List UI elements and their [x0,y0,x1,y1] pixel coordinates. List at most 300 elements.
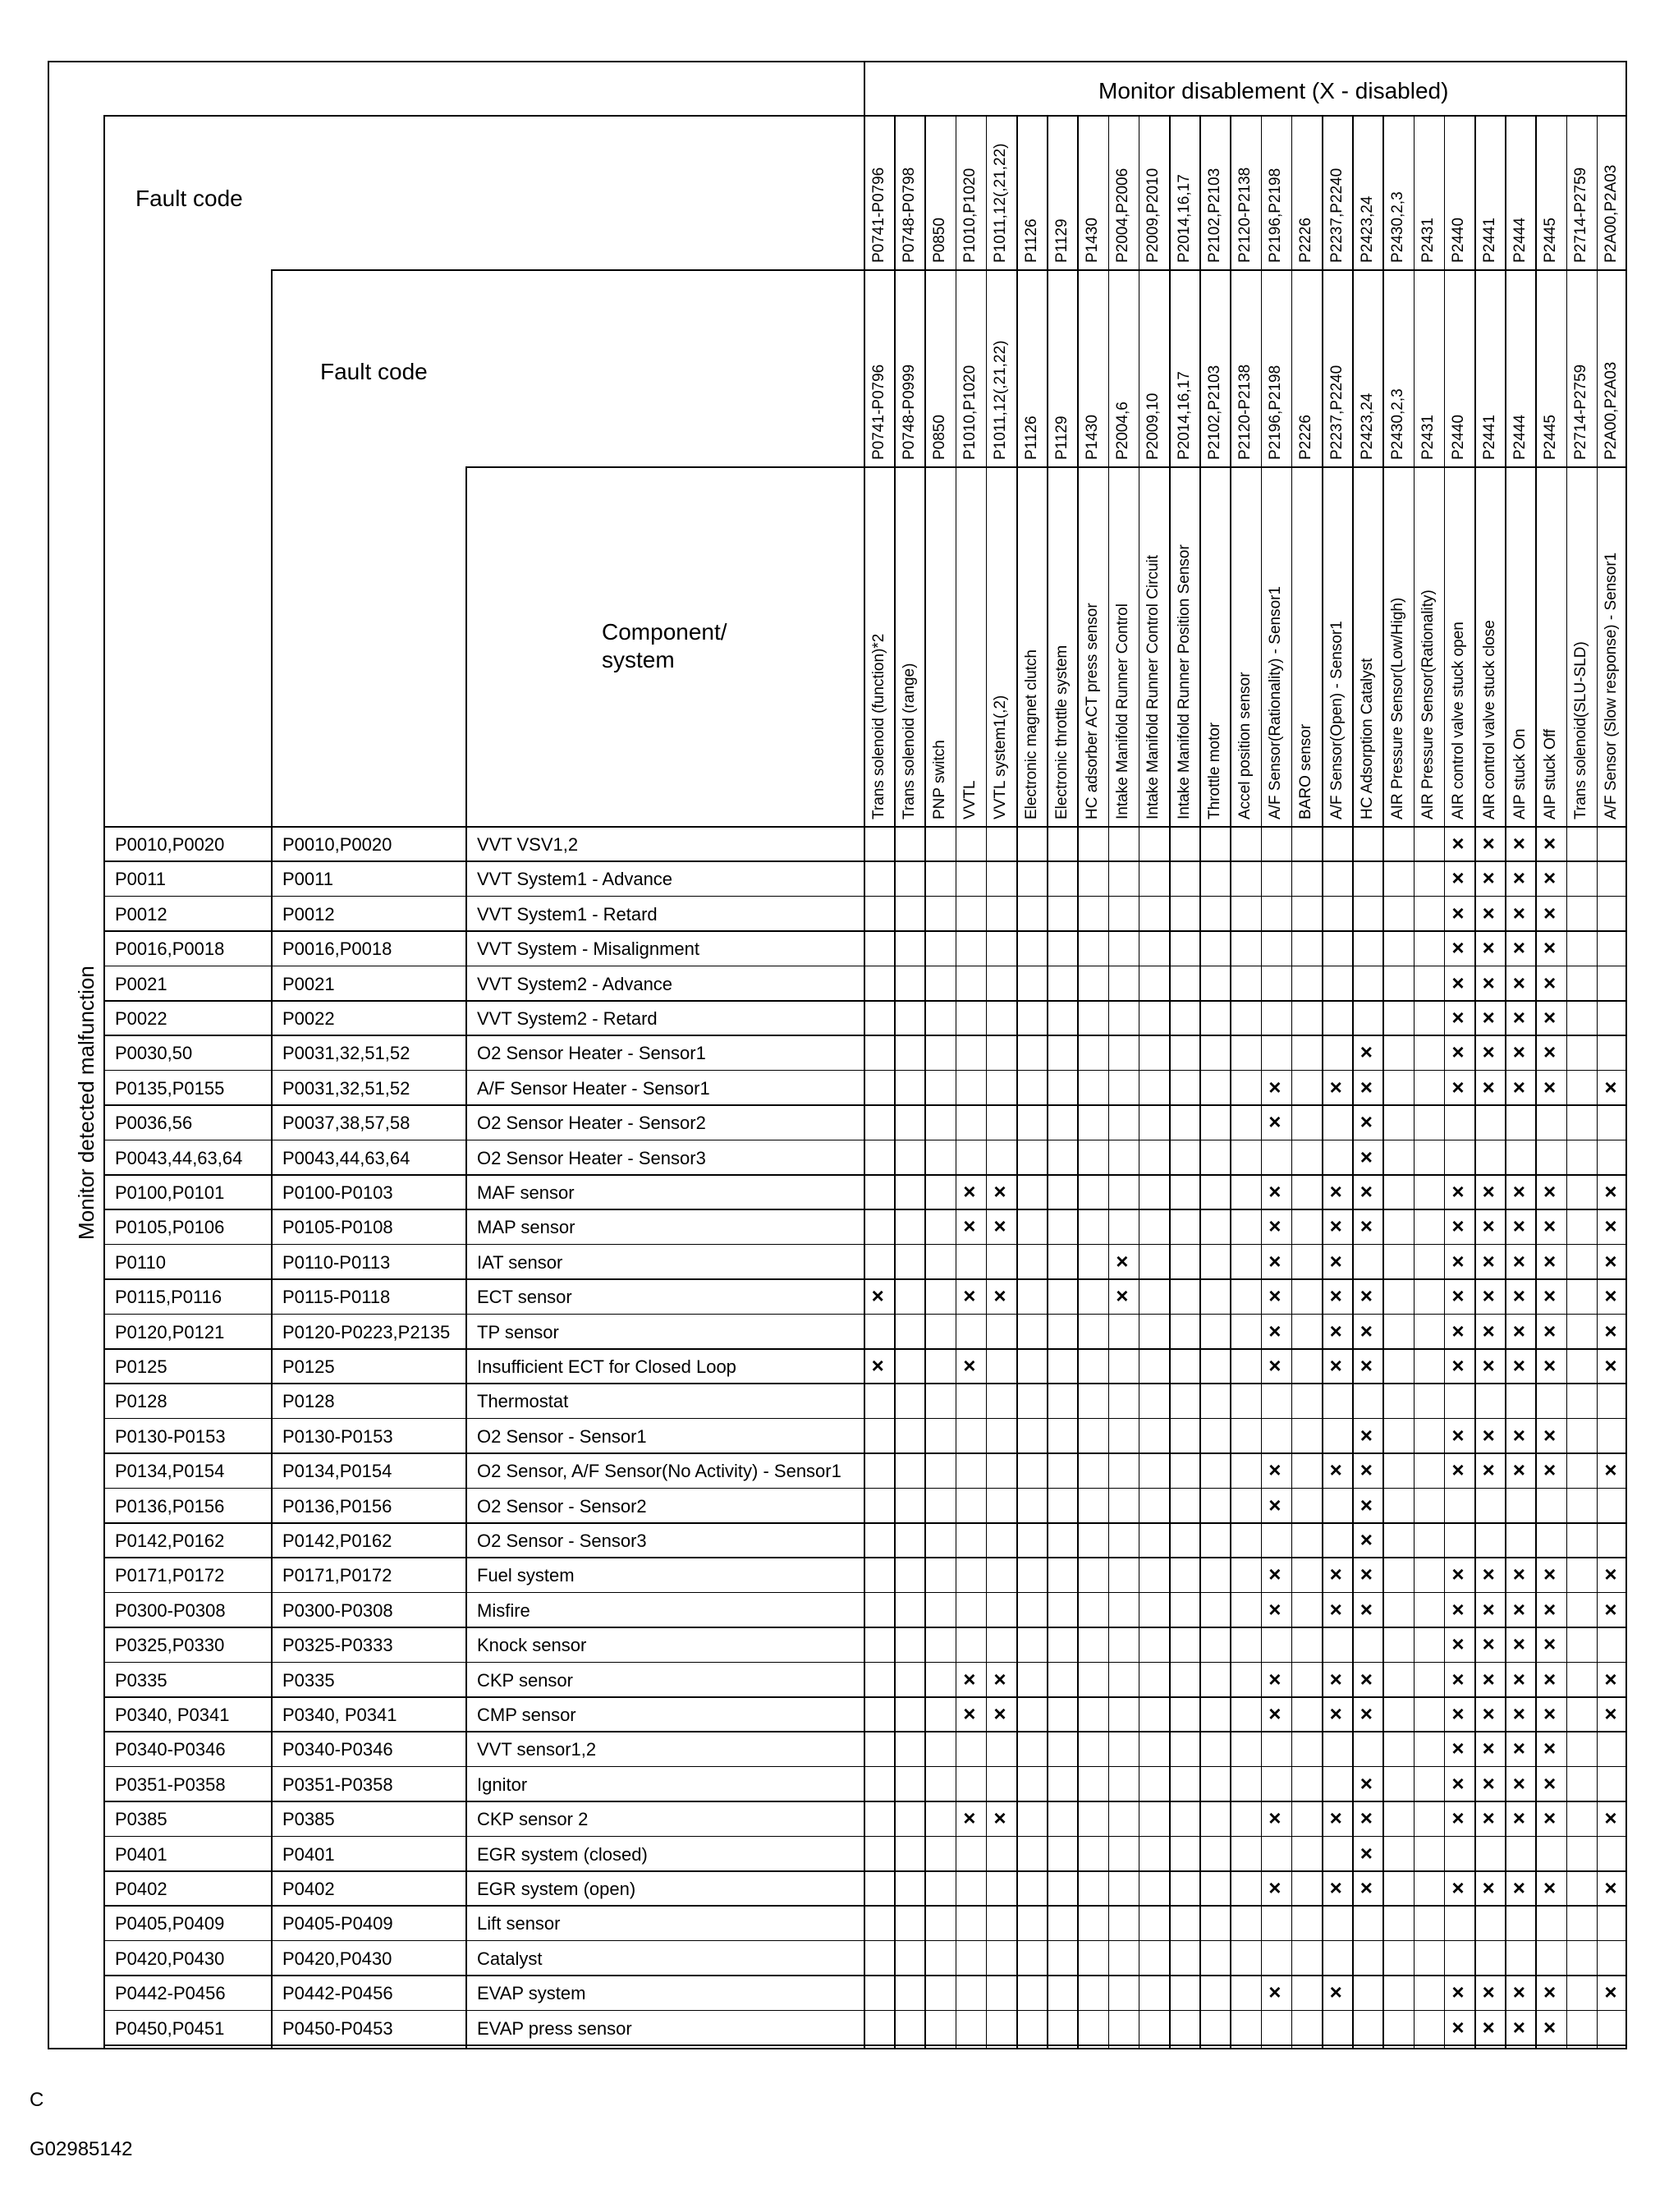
disabled-mark: × [1543,1214,1557,1239]
row-fault-code-1: P0010,P0020 [115,834,225,855]
row-fault-code-1: P0300-P0308 [115,1599,226,1621]
row-fault-code-1: P0022 [115,1008,167,1029]
disabled-mark: × [1451,865,1465,891]
column-fault-code-1: P2441 [1480,218,1498,263]
monitor-columns-start-line [864,61,865,2049]
row-fault-code-1: P0171,P0172 [115,1565,225,1586]
row-fault-code-2: P0420,P0430 [282,1948,392,1969]
disabled-mark: × [1268,1980,1282,2005]
column-fault-code-2: P2102,P2103 [1205,365,1223,460]
disabled-mark: × [1451,1457,1465,1483]
column-fault-code-2: P2226 [1297,415,1315,460]
disabled-mark: × [1543,1039,1557,1065]
monitor-column-line [1077,115,1079,2049]
disabled-mark: × [1360,1666,1373,1691]
disabled-mark: × [1268,1562,1282,1587]
row-component: Fuel system [477,1565,575,1586]
row-component: CKP sensor [477,1669,573,1691]
column-component-name: HC adsorber ACT press sensor [1084,603,1101,819]
column-component-name: A/F Sensor (Slow response) - Sensor1 [1603,552,1621,819]
column-fault-code-2: P2445 [1542,415,1559,460]
row-component: TP sensor [477,1321,559,1342]
row-fault-code-1: P0420,P0430 [115,1948,225,1969]
disabled-mark: × [1543,1248,1557,1274]
disabled-mark: × [1451,1005,1465,1030]
fault-code-label-1: Fault code [135,186,243,211]
disabled-mark: × [1360,1144,1373,1169]
row-divider [103,1801,1627,1802]
disabled-mark: × [1543,831,1557,856]
disabled-mark: × [1543,1806,1557,1831]
column-fault-code-1: P1129 [1052,218,1071,263]
row-fault-code-1: P0128 [115,1391,167,1412]
row-divider [103,1418,1627,1420]
column-fault-code-1: P2009,P2010 [1144,168,1162,263]
disabled-mark: × [1360,1457,1373,1483]
column-fault-code-1: P2444 [1511,218,1529,263]
row-fault-code-1: P0351-P0358 [115,1774,226,1795]
row-fault-code-2: P0128 [282,1391,335,1412]
row-fault-code-1: P0442-P0456 [115,1983,226,2004]
monitor-column-line [1139,115,1140,2049]
disabled-mark: × [1451,1701,1465,1726]
row-component: O2 Sensor, A/F Sensor(No Activity) - Sensor1 [477,1461,841,1482]
disabled-mark: × [1451,1074,1465,1099]
monitor-column-line [1169,115,1171,2049]
row-component: EGR system (open) [477,1879,636,1899]
row-divider [103,1383,1627,1384]
disabled-mark: × [1543,1596,1557,1622]
row-fault-code-1: P0325,P0330 [115,1635,225,1656]
row-component: VVT System2 - Retard [477,1008,658,1029]
row-fault-code-2: P0385 [282,1809,335,1830]
monitor-column-line [1352,115,1354,2049]
row-fault-code-1: P0021 [115,973,167,994]
disabled-mark: × [1512,1666,1525,1691]
column-fault-code-2: P1126 [1022,415,1040,460]
disabled-mark: × [1451,970,1465,995]
row-divider [103,2010,1627,2012]
disabled-mark: × [1512,865,1525,891]
row-fault-code-2: P0037,38,57,58 [282,1113,410,1134]
row-component: CMP sensor [477,1705,576,1725]
row-fault-code-2: P0142,P0162 [282,1531,392,1551]
column-fault-code-1: P1430 [1084,218,1101,263]
disabled-mark: × [963,1701,976,1726]
column-fault-code-1: P2714-P2759 [1572,167,1590,263]
disabled-mark: × [1604,1074,1617,1099]
row-divider [103,1940,1627,1942]
disabled-mark: × [963,1353,976,1378]
row-divider [103,1488,1627,1489]
column-fault-code-2: P1129 [1052,415,1071,460]
column-component-name: AIR Pressure Sensor(Rationality) [1419,590,1437,819]
row-divider [103,1731,1627,1732]
disabled-mark: × [1451,1980,1465,2005]
row-component: O2 Sensor Heater - Sensor2 [477,1113,706,1134]
disabled-mark: × [1512,1596,1525,1622]
table-bottom-line [103,2044,1627,2046]
disabled-mark: × [1604,1875,1617,1900]
row-divider [103,1244,1627,1246]
disabled-mark: × [1482,865,1495,891]
disabled-mark: × [1482,1562,1495,1587]
disabled-mark: × [1451,1353,1465,1378]
disabled-mark: × [1482,1701,1495,1726]
column-fault-code-1: P0850 [931,218,948,263]
disabled-mark: × [1451,2014,1465,2040]
disabled-mark: × [1512,935,1525,961]
row-fault-code-1: P0012 [115,903,167,925]
disabled-mark: × [1512,1179,1525,1204]
disabled-mark: × [963,1214,976,1239]
disabled-mark: × [1604,1214,1617,1239]
row-fault-code-1: P0105,P0106 [115,1217,225,1238]
row-fault-code-2: P0120-P0223,P2135 [282,1321,451,1342]
disabled-mark: × [1451,1631,1465,1657]
row-fault-code-1: P0036,56 [115,1113,193,1134]
row-divider [103,896,1627,897]
monitor-column-line [1230,115,1231,2049]
disabled-mark: × [1512,1875,1525,1900]
disabled-mark: × [1116,1248,1129,1274]
disabled-mark: × [1543,1980,1557,2005]
side-label-column-line [103,115,105,2049]
disabled-mark: × [1268,1806,1282,1831]
disabled-mark: × [871,1353,884,1378]
disabled-mark: × [1451,1562,1465,1587]
monitor-column-line [1322,115,1323,2049]
row-fault-code-2: P0031,32,51,52 [282,1043,410,1064]
disabled-mark: × [1543,1666,1557,1691]
row-fault-code-2: P0043,44,63,64 [282,1147,410,1168]
row-component: O2 Sensor - Sensor2 [477,1495,647,1517]
row-fault-code-2: P0325-P0333 [282,1635,393,1656]
disabled-mark: × [1604,1562,1617,1587]
disabled-mark: × [1482,1248,1495,1274]
row-fault-code-1: P0011 [115,869,166,890]
disabled-mark: × [1451,1248,1465,1274]
disabled-mark: × [1360,1179,1373,1204]
column-component-name: A/F Sensor(Rationality) - Sensor1 [1267,585,1285,819]
row-fault-code-1: P0340-P0346 [115,1739,226,1760]
row-component: ECT sensor [477,1287,572,1308]
monitor-disablement-title: Monitor disablement (X - disabled) [1098,78,1449,103]
disabled-mark: × [993,1666,1006,1691]
row-fault-code-2: P0450-P0453 [282,2017,393,2039]
disabled-mark: × [1512,1806,1525,1831]
disabled-mark: × [1360,1353,1373,1378]
row-fault-code-1: P0136,P0156 [115,1495,225,1517]
column-fault-code-1: P0748-P0798 [900,167,918,263]
row-component: VVT System2 - Advance [477,973,673,994]
disabled-mark: × [1482,831,1495,856]
disabled-mark: × [1482,1353,1495,1378]
row-fault-code-2: P0010,P0020 [282,834,392,855]
column-fault-code-1: P2120-P2138 [1236,167,1254,263]
column-component-name: PNP switch [931,740,948,819]
row-fault-code-2: P0340-P0346 [282,1739,393,1760]
row-fault-code-2: P0134,P0154 [282,1461,392,1482]
column-fault-code-2: P2014,16,17 [1175,371,1193,460]
disabled-mark: × [1512,1770,1525,1796]
disabled-mark: × [1543,1631,1557,1657]
disabled-mark: × [1482,1179,1495,1204]
row-fault-code-1: P0043,44,63,64 [115,1147,243,1168]
column-fault-code-2: P2441 [1480,415,1498,460]
disabled-mark: × [1451,1770,1465,1796]
row-component: VVT System1 - Advance [477,869,673,890]
monitor-column-line [1016,115,1018,2049]
disabled-mark: × [1329,1980,1342,2005]
disabled-mark: × [1512,1039,1525,1065]
row-component: VVT System1 - Retard [477,903,658,925]
disabled-mark: × [1268,1492,1282,1517]
monitor-column-line [1199,115,1201,2049]
disabled-mark: × [1329,1875,1342,1900]
disabled-mark: × [1543,1736,1557,1761]
disabled-mark: × [1268,1283,1282,1309]
row-divider [103,1314,1627,1315]
column-fault-code-2: P2431 [1419,415,1437,460]
disabled-mark: × [1512,1074,1525,1099]
column-fault-code-1: P2196,P2198 [1267,168,1285,263]
disabled-mark: × [1482,1074,1495,1099]
disabled-mark: × [1543,1875,1557,1900]
disabled-mark: × [1482,1736,1495,1761]
disabled-mark: × [1543,935,1557,961]
disabled-mark: × [1268,1457,1282,1483]
row-component: VVT VSV1,2 [477,834,579,855]
row-fault-code-1: P0340, P0341 [115,1705,230,1725]
disabled-mark: × [1512,1318,1525,1343]
row-divider [103,1592,1627,1594]
monitor-column-line [1597,115,1598,2049]
column-component-name: Intake Manifold Runner Control Circuit [1144,554,1162,819]
disabled-mark: × [1512,1736,1525,1761]
column-fault-code-2: P1430 [1084,415,1101,460]
row-divider [103,1000,1627,1002]
row-divider [103,1627,1627,1628]
row-divider [103,1104,1627,1106]
row-fault-code-1: P0030,50 [115,1043,193,1064]
column-component-name: AIR control valve stuck close [1480,620,1498,819]
disabled-mark: × [1329,1666,1342,1691]
row-fault-code-1: P0134,P0154 [115,1461,225,1482]
column-fault-code-1: P2237,P2240 [1327,168,1346,263]
disabled-mark: × [1451,1214,1465,1239]
column-fault-code-2: P2009,10 [1144,392,1162,460]
row-component: Thermostat [477,1391,569,1412]
disabled-mark: × [1482,1980,1495,2005]
row-fault-code-1: P0135,P0155 [115,1077,225,1099]
disabled-mark: × [1482,1806,1495,1831]
column-component-name: HC Adsorption Catalyst [1358,658,1376,819]
row-component: Catalyst [477,1948,543,1969]
row-divider [103,1696,1627,1698]
disabled-mark: × [1268,1109,1282,1135]
disabled-mark: × [1451,1283,1465,1309]
disabled-mark: × [1329,1806,1342,1831]
column-fault-code-1: P2A00,P2A03 [1603,164,1621,263]
disabled-mark: × [1512,1214,1525,1239]
disabled-mark: × [1451,900,1465,925]
disabled-mark: × [1543,1422,1557,1448]
disabled-mark: × [1543,1283,1557,1309]
disabled-mark: × [1604,1283,1617,1309]
header-divider-left [103,115,864,117]
component-label-line2: system [602,647,675,672]
row-fault-code-2: P0442-P0456 [282,1983,393,2004]
disabled-mark: × [1512,1005,1525,1030]
row-fault-code-2: P0125 [282,1356,335,1377]
column-fault-code-2: P2120-P2138 [1236,364,1254,460]
row-component: EVAP system [477,1983,586,2004]
monitor-column-line [986,115,988,2049]
row-divider [103,860,1627,862]
row-divider [103,1975,1627,1976]
row-component: IAT sensor [477,1251,563,1273]
row-fault-code-1: P0335 [115,1669,167,1691]
disabled-mark: × [1360,1840,1373,1866]
column-fault-code-1: P2102,P2103 [1205,168,1223,263]
disabled-mark: × [1604,1318,1617,1343]
row-component: O2 Sensor Heater - Sensor3 [477,1147,706,1168]
row-fault-code-2: P0022 [282,1008,335,1029]
disabled-mark: × [1482,1039,1495,1065]
disabled-mark: × [1512,831,1525,856]
row-fault-code-2: P0335 [282,1669,335,1691]
monitor-column-line [1505,115,1506,2049]
code1-divider [271,269,1627,271]
disabled-mark: × [1451,1666,1465,1691]
disabled-mark: × [1482,1666,1495,1691]
row-component: Ignitor [477,1774,528,1795]
column-component-name: Throttle motor [1205,722,1223,819]
row-divider [103,1766,1627,1768]
row-fault-code-1: P0016,P0018 [115,938,225,960]
row-component: Knock sensor [477,1635,587,1656]
disabled-mark: × [1360,1701,1373,1726]
column-component-name: VVTL system1(,2) [992,695,1010,819]
fault-code-2-column-line [465,466,467,2049]
row-divider [103,1174,1627,1176]
disabled-mark: × [1451,1179,1465,1204]
row-fault-code-1: P0450,P0451 [115,2017,225,2039]
disabled-mark: × [1512,1353,1525,1378]
column-fault-code-2: P2423,24 [1358,392,1376,460]
disabled-mark: × [1604,1701,1617,1726]
disabled-mark: × [1482,1005,1495,1030]
row-fault-code-1: P0385 [115,1809,167,1830]
column-fault-code-1: P1011,12(,21,22) [992,143,1010,263]
row-fault-code-2: P0402 [282,1879,335,1899]
column-fault-code-1: P1010,P1020 [961,168,979,263]
disabled-mark: × [1482,1283,1495,1309]
disabled-mark: × [1482,2014,1495,2040]
disabled-mark: × [1512,970,1525,995]
disabled-mark: × [963,1179,976,1204]
disabled-mark: × [1543,1770,1557,1796]
disabled-mark: × [1604,1666,1617,1691]
disabled-mark: × [1451,1422,1465,1448]
disabled-mark: × [1360,1492,1373,1517]
row-fault-code-2: P0105-P0108 [282,1217,393,1238]
disabled-mark: × [1543,1701,1557,1726]
disabled-mark: × [1451,1318,1465,1343]
row-component: A/F Sensor Heater - Sensor1 [477,1077,710,1099]
disabled-mark: × [1451,935,1465,961]
monitor-column-line [1108,115,1110,2049]
row-fault-code-2: P0136,P0156 [282,1495,392,1517]
column-component-name: A/F Sensor(Open) - Sensor1 [1327,621,1346,819]
row-divider [103,1836,1627,1838]
row-fault-code-1: P0115,P0116 [115,1287,222,1308]
disabled-mark: × [1268,1074,1282,1099]
row-fault-code-1: P0100,P0101 [115,1182,225,1203]
row-fault-code-2: P0100-P0103 [282,1182,393,1203]
column-fault-code-1: P2004,P2006 [1114,168,1132,263]
disabled-mark: × [1329,1353,1342,1378]
disabled-mark: × [1451,1596,1465,1622]
row-component: Lift sensor [477,1913,561,1934]
disabled-mark: × [1268,1596,1282,1622]
disabled-mark: × [1543,1353,1557,1378]
column-component-name: Electronic magnet clutch [1022,649,1040,819]
row-divider [103,1070,1627,1072]
disabled-mark: × [1360,1806,1373,1831]
disabled-mark: × [1482,1596,1495,1622]
disabled-mark: × [1329,1248,1342,1274]
disabled-mark: × [1604,1806,1617,1831]
monitor-column-line [894,115,896,2049]
row-fault-code-2: P0031,32,51,52 [282,1077,410,1099]
disabled-mark: × [1604,1457,1617,1483]
disabled-mark: × [1360,1318,1373,1343]
disabled-mark: × [1482,970,1495,995]
disabled-mark: × [1360,1562,1373,1587]
monitor-column-line [1291,115,1293,2049]
row-fault-code-1: P0125 [115,1356,167,1377]
column-fault-code-2: P1011,12(,21,22) [992,340,1010,460]
column-component-name: Intake Manifold Runner Control [1114,603,1132,819]
row-fault-code-2: P0012 [282,903,335,925]
disabled-mark: × [1512,1457,1525,1483]
disabled-mark: × [1512,1701,1525,1726]
disabled-mark: × [1512,900,1525,925]
column-fault-code-2: P2237,P2240 [1327,365,1346,460]
disabled-mark: × [1482,1318,1495,1343]
disabled-mark: × [1512,1980,1525,2005]
disabled-mark: × [1543,900,1557,925]
disabled-mark: × [1329,1562,1342,1587]
disabled-mark: × [1329,1318,1342,1343]
row-divider [103,1905,1627,1907]
monitor-column-line [1261,115,1263,2049]
monitor-column-line [1047,115,1048,2049]
disabled-mark: × [1604,1179,1617,1204]
disabled-mark: × [1451,831,1465,856]
disabled-mark: × [1360,1770,1373,1796]
row-divider [103,966,1627,967]
row-component: O2 Sensor - Sensor1 [477,1425,647,1447]
row-divider [103,1557,1627,1558]
disabled-mark: × [1360,1039,1373,1065]
disabled-mark: × [1604,1248,1617,1274]
row-fault-code-2: P0351-P0358 [282,1774,393,1795]
column-fault-code-2: P2430,2,3 [1389,388,1406,460]
disabled-mark: × [1543,1074,1557,1099]
